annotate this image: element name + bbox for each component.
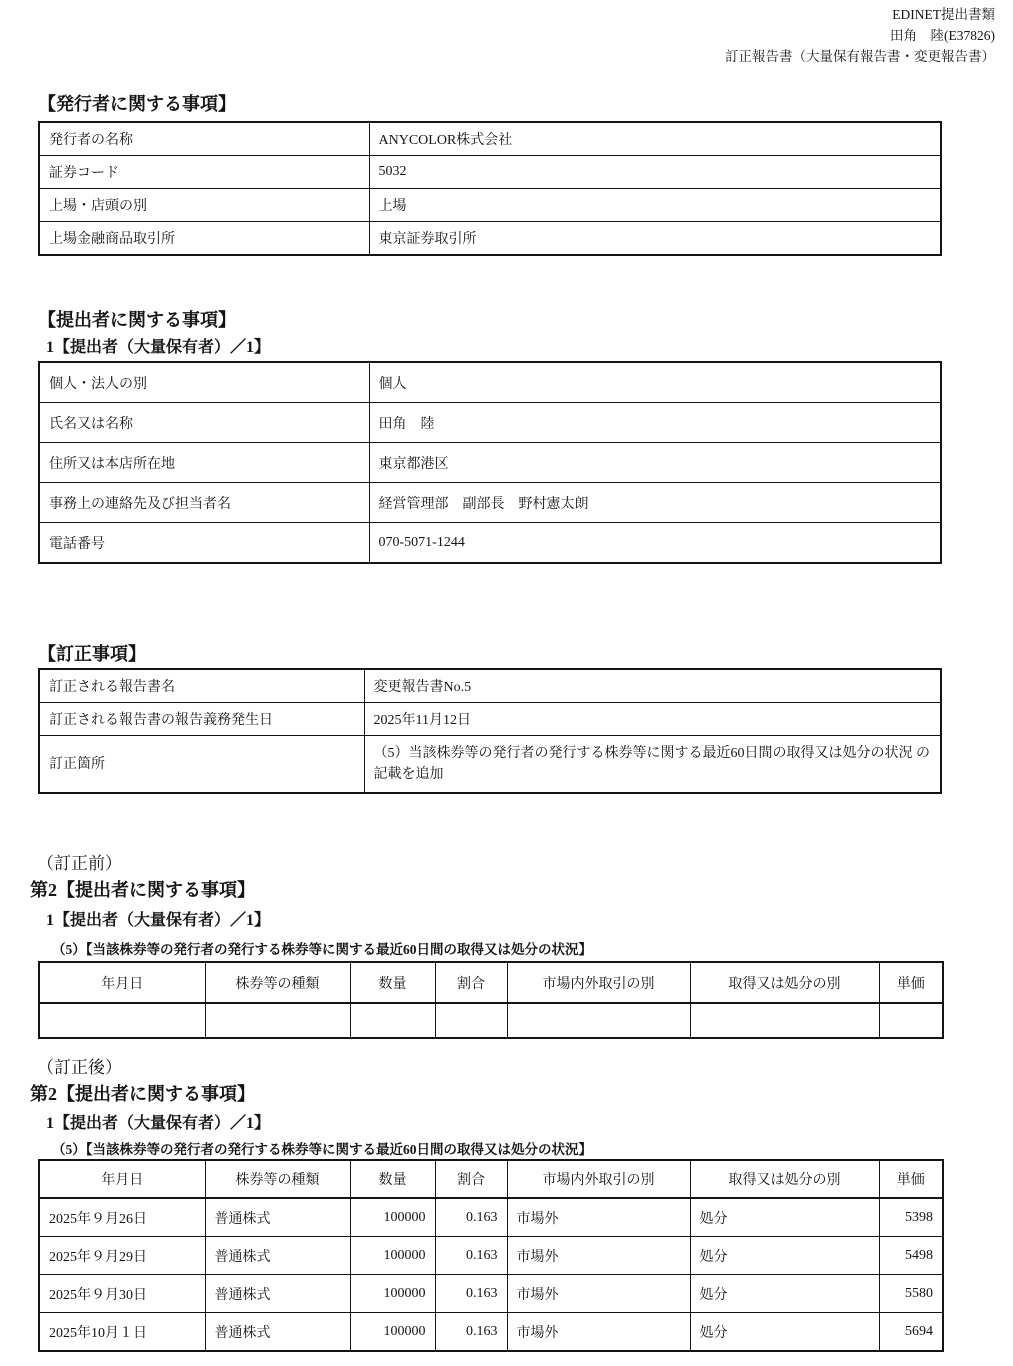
header-doctype: EDINET提出書類	[892, 7, 995, 22]
row-value: 2025年11月12日	[364, 703, 941, 736]
table-header-row	[39, 962, 943, 1003]
row-value: 上場	[369, 189, 941, 222]
cell-date: 2025年10月１日	[39, 1313, 205, 1352]
row-label: 氏名又は名称	[39, 403, 369, 443]
before-subheading: 1【提出者（大量保有者）／1】	[46, 912, 271, 929]
table-row	[39, 189, 941, 222]
table-row	[39, 1237, 943, 1275]
cell-type: 普通株式	[205, 1237, 350, 1275]
filer-section-title: 【提出者に関する事項】	[38, 310, 236, 330]
after-table-title: （5）【当該株券等の発行者の発行する株券等に関する最近60日間の取得又は処分の状況】	[52, 1142, 592, 1157]
cell-date: 2025年９月30日	[39, 1275, 205, 1313]
cell-price: 5694	[879, 1313, 943, 1352]
cell-price	[879, 1003, 943, 1038]
row-value: 田角 陸	[369, 403, 941, 443]
cell-date	[39, 1003, 205, 1038]
cell-ratio: 0.163	[435, 1237, 507, 1275]
col-header: 数量	[350, 1160, 435, 1198]
row-value: 変更報告書No.5	[364, 669, 941, 703]
table-row	[39, 669, 941, 703]
row-value: 東京証券取引所	[369, 222, 941, 256]
before-table-title: （5）【当該株券等の発行者の発行する株券等に関する最近60日間の取得又は処分の状況】	[52, 942, 592, 957]
col-header: 株券等の種類	[205, 962, 350, 1003]
table-row	[39, 122, 941, 156]
row-label: 訂正される報告書の報告義務発生日	[39, 703, 364, 736]
header-filer: 田角 陸(E37826)	[890, 28, 995, 43]
table-row	[39, 156, 941, 189]
table-row	[39, 222, 941, 256]
row-value: 東京都港区	[369, 443, 941, 483]
row-label: 電話番号	[39, 523, 369, 564]
after-subheading: 1【提出者（大量保有者）／1】	[46, 1115, 271, 1132]
col-header: 年月日	[39, 1160, 205, 1198]
row-value: 5032	[369, 156, 941, 189]
col-header: 株券等の種類	[205, 1160, 350, 1198]
cell-acquisition: 処分	[690, 1237, 879, 1275]
after-table	[38, 1159, 944, 1352]
filer-section-subtitle: 1【提出者（大量保有者）／1】	[46, 339, 271, 356]
cell-market	[507, 1003, 690, 1038]
cell-ratio: 0.163	[435, 1313, 507, 1352]
row-value: 経営管理部 副部長 野村憲太朗	[369, 483, 941, 523]
col-header: 割合	[435, 1160, 507, 1198]
after-heading: 第2【提出者に関する事項】	[30, 1084, 255, 1104]
issuer-table	[38, 121, 942, 256]
table-row	[39, 443, 941, 483]
row-value: （5）当該株券等の発行者の発行する株券等に関する最近60日間の取得又は処分の状況 の記載を追加	[364, 736, 941, 794]
after-label: （訂正後）	[37, 1058, 122, 1077]
table-row	[39, 1275, 943, 1313]
cell-market: 市場外	[507, 1237, 690, 1275]
row-label: 発行者の名称	[39, 122, 369, 156]
table-row	[39, 523, 941, 564]
cell-quantity: 100000	[350, 1275, 435, 1313]
before-label: （訂正前）	[37, 854, 122, 873]
cell-type: 普通株式	[205, 1313, 350, 1352]
cell-acquisition	[690, 1003, 879, 1038]
col-header: 単価	[879, 962, 943, 1003]
before-heading: 第2【提出者に関する事項】	[30, 880, 255, 900]
col-header: 単価	[879, 1160, 943, 1198]
cell-market: 市場外	[507, 1313, 690, 1352]
cell-quantity: 100000	[350, 1313, 435, 1352]
row-value: 個人	[369, 362, 941, 403]
row-label: 事務上の連絡先及び担当者名	[39, 483, 369, 523]
table-row	[39, 1313, 943, 1352]
cell-type: 普通株式	[205, 1198, 350, 1237]
filer-table	[38, 361, 942, 564]
cell-ratio: 0.163	[435, 1198, 507, 1237]
cell-quantity: 100000	[350, 1237, 435, 1275]
header-report-title: 訂正報告書（大量保有報告書・変更報告書）	[725, 49, 995, 64]
cell-date: 2025年９月29日	[39, 1237, 205, 1275]
table-row	[39, 736, 941, 794]
cell-price: 5498	[879, 1237, 943, 1275]
cell-acquisition: 処分	[690, 1198, 879, 1237]
col-header: 年月日	[39, 962, 205, 1003]
before-table	[38, 961, 944, 1039]
table-row	[39, 483, 941, 523]
row-label: 上場金融商品取引所	[39, 222, 369, 256]
table-row	[39, 403, 941, 443]
col-header: 市場内外取引の別	[507, 962, 690, 1003]
col-header: 取得又は処分の別	[690, 1160, 879, 1198]
table-row	[39, 703, 941, 736]
row-label: 訂正箇所	[39, 736, 364, 794]
table-row	[39, 1198, 943, 1237]
cell-ratio	[435, 1003, 507, 1038]
table-row	[39, 362, 941, 403]
row-label: 上場・店頭の別	[39, 189, 369, 222]
correction-section-title: 【訂正事項】	[38, 644, 146, 664]
col-header: 市場内外取引の別	[507, 1160, 690, 1198]
cell-type	[205, 1003, 350, 1038]
row-label: 訂正される報告書名	[39, 669, 364, 703]
row-label: 住所又は本店所在地	[39, 443, 369, 483]
cell-market: 市場外	[507, 1198, 690, 1237]
cell-price: 5398	[879, 1198, 943, 1237]
table-row	[39, 1003, 943, 1038]
cell-date: 2025年９月26日	[39, 1198, 205, 1237]
col-header: 割合	[435, 962, 507, 1003]
table-header-row	[39, 1160, 943, 1198]
row-label: 個人・法人の別	[39, 362, 369, 403]
cell-market: 市場外	[507, 1275, 690, 1313]
issuer-section-title: 【発行者に関する事項】	[38, 94, 236, 114]
row-value: 070-5071-1244	[369, 523, 941, 564]
cell-quantity	[350, 1003, 435, 1038]
cell-type: 普通株式	[205, 1275, 350, 1313]
col-header: 取得又は処分の別	[690, 962, 879, 1003]
correction-table	[38, 668, 942, 794]
row-label: 証券コード	[39, 156, 369, 189]
cell-acquisition: 処分	[690, 1313, 879, 1352]
cell-acquisition: 処分	[690, 1275, 879, 1313]
cell-ratio: 0.163	[435, 1275, 507, 1313]
col-header: 数量	[350, 962, 435, 1003]
document-header	[725, 4, 995, 67]
row-value: ANYCOLOR株式会社	[369, 122, 941, 156]
cell-price: 5580	[879, 1275, 943, 1313]
cell-quantity: 100000	[350, 1198, 435, 1237]
